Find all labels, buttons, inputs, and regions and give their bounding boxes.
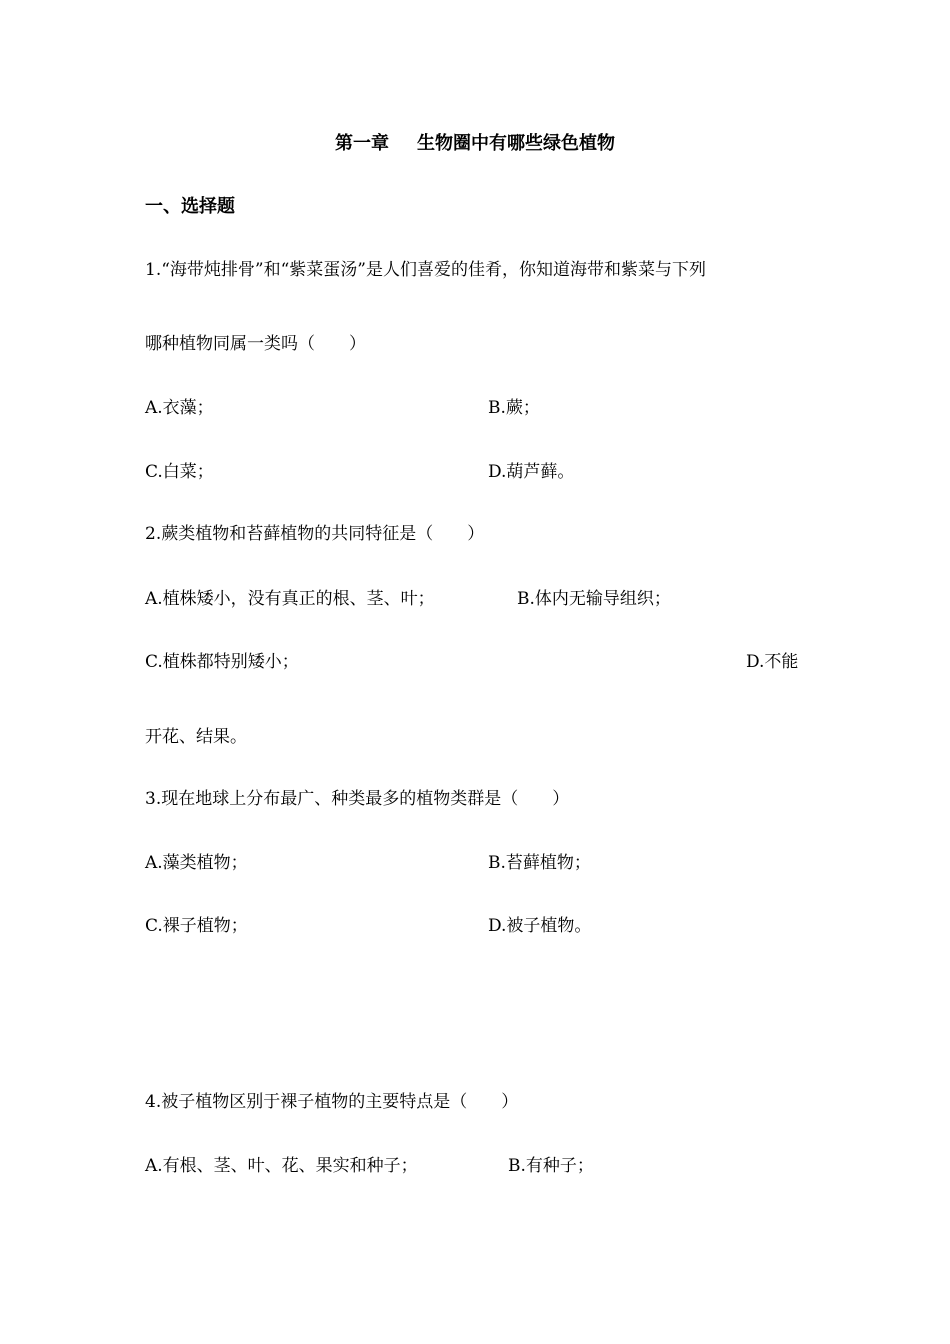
question-2-option-d: D.不能 bbox=[746, 652, 799, 672]
question-3-stem: 3.现在地球上分布最广、种类最多的植物类群是（ ） bbox=[145, 789, 570, 809]
question-2-stem: 2.蕨类植物和苔藓植物的共同特征是（ ） bbox=[145, 524, 485, 544]
chapter-name: 生物圈中有哪些绿色植物 bbox=[417, 133, 615, 154]
question-4-stem: 4.被子植物区别于裸子植物的主要特点是（ ） bbox=[145, 1092, 519, 1112]
question-2-option-c: C.植株都特别矮小； bbox=[145, 652, 299, 672]
question-3-option-a: A.藻类植物； bbox=[145, 853, 248, 873]
chapter-title bbox=[0, 132, 950, 156]
question-4-option-a: A.有根、茎、叶、花、果实和种子； bbox=[145, 1156, 418, 1176]
question-3-option-b: B.苔藓植物； bbox=[488, 853, 591, 873]
question-1-stem-line2: 哪种植物同属一类吗（ ） bbox=[145, 334, 366, 354]
question-1-option-c: C.白菜； bbox=[145, 462, 214, 482]
question-3-option-c: C.裸子植物； bbox=[145, 916, 248, 936]
question-1-option-a: A.衣藻； bbox=[145, 398, 214, 418]
chapter-number: 第一章 bbox=[335, 133, 389, 154]
question-2-option-d-continuation: 开花、结果。 bbox=[145, 727, 247, 747]
question-1-option-b: B.蕨； bbox=[488, 398, 540, 418]
question-4-option-b: B.有种子； bbox=[508, 1156, 594, 1176]
question-2-option-b: B.体内无输导组织； bbox=[517, 589, 671, 609]
question-2-option-a: A.植株矮小，没有真正的根、茎、叶； bbox=[145, 589, 435, 609]
question-1-option-d: D.葫芦藓。 bbox=[488, 462, 575, 482]
section-heading: 一、选择题 bbox=[145, 196, 235, 217]
question-1-stem-line1: 1.“海带炖排骨”和“紫菜蛋汤”是人们喜爱的佳肴，你知道海带和紫菜与下列 bbox=[145, 260, 706, 280]
question-3-option-d: D.被子植物。 bbox=[488, 916, 592, 936]
